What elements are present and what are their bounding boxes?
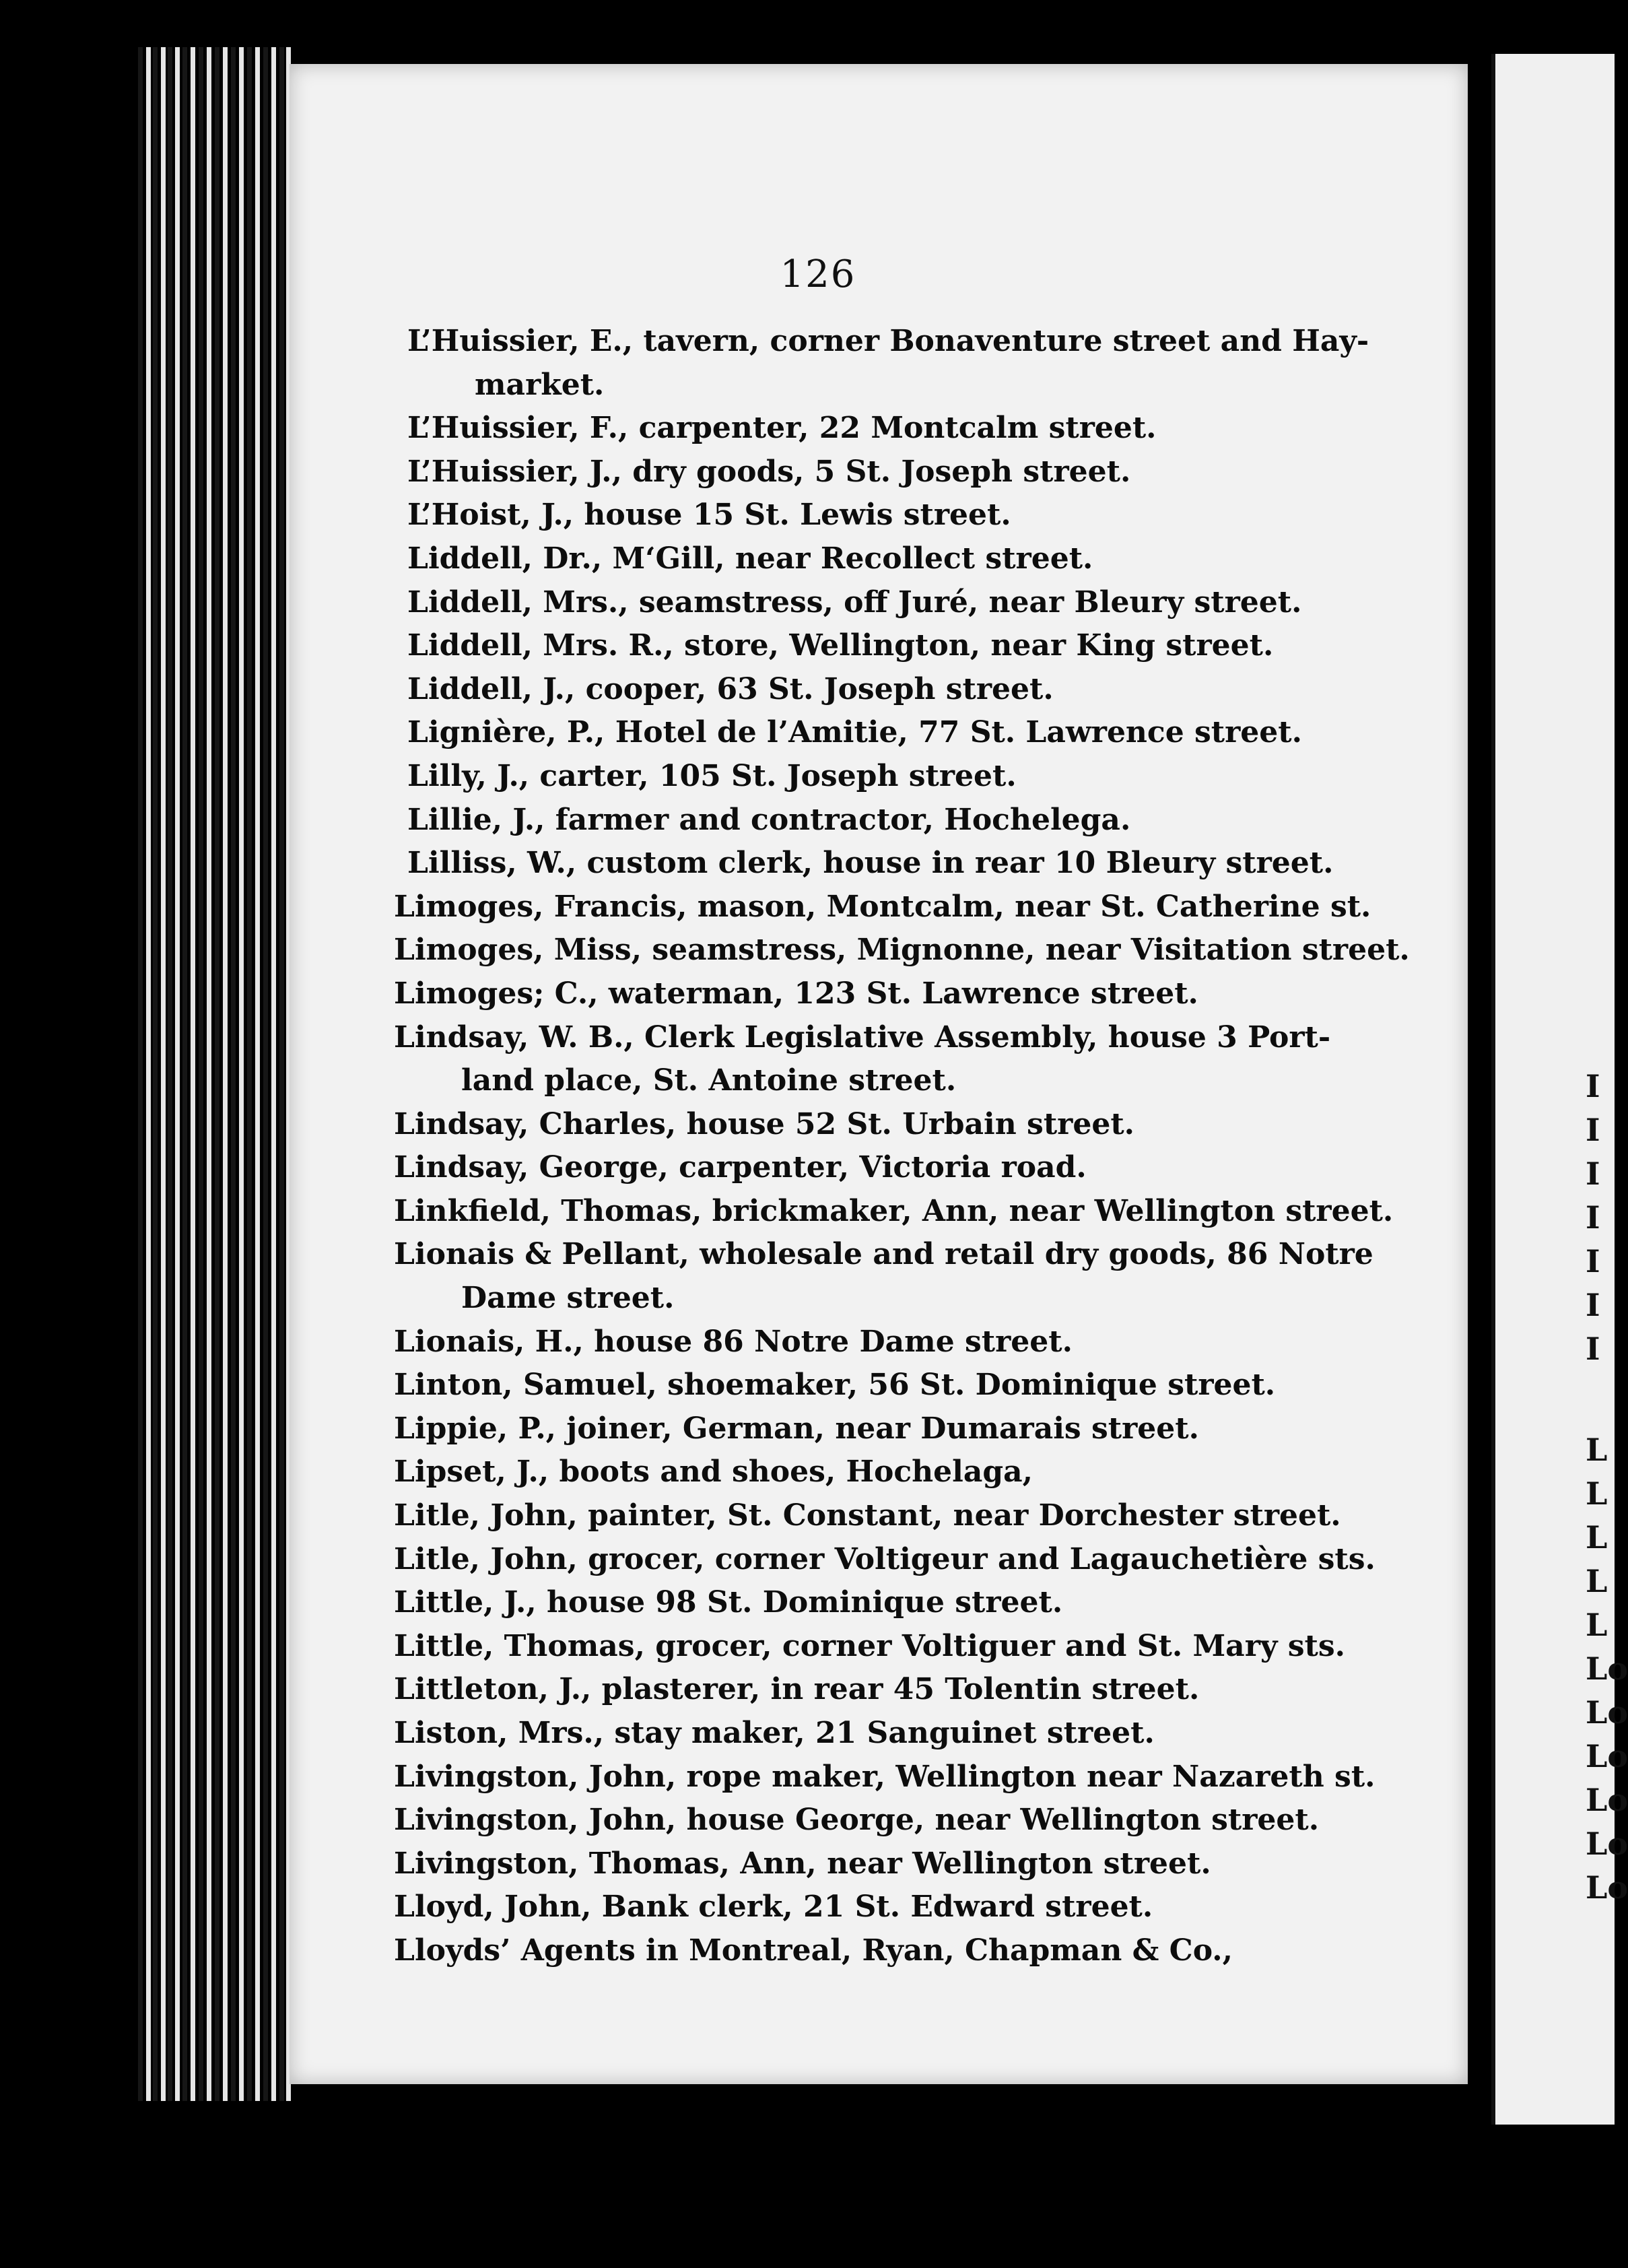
directory-entry: L’Hoist, J., house 15 St. Lewis street. xyxy=(407,498,1011,533)
facing-page-letter: Lo xyxy=(1586,1826,1628,1862)
directory-entry: L’Huissier, E., tavern, corner Bonaventure street and Hay- market. xyxy=(407,324,1369,402)
directory-entry: Lilly, J., carter, 105 St. Joseph street. xyxy=(407,758,1017,793)
facing-page-letter: L xyxy=(1586,1432,1608,1468)
facing-page-letter: Lo xyxy=(1586,1694,1628,1731)
directory-entry: Lignière, P., Hotel de l’Amitie, 77 St. Lawrence street. xyxy=(407,715,1302,750)
facing-page-letter: I xyxy=(1586,1243,1600,1279)
page-edges xyxy=(138,47,293,2101)
facing-page-letter: I xyxy=(1586,1156,1600,1192)
directory-entry: Lilliss, W., custom clerk, house in rear 10 Bleury street. xyxy=(407,846,1334,881)
directory-entry: Lillie, J., farmer and contractor, Hochelega. xyxy=(407,802,1131,837)
directory-entry: Limoges, Francis, mason, Montcalm, near St. Catherine st. xyxy=(394,889,1371,924)
directory-entry: Livingston, Thomas, Ann, near Wellington street. xyxy=(394,1846,1211,1881)
directory-entry: L’Huissier, F., carpenter, 22 Montcalm street. xyxy=(407,411,1157,446)
directory-entry: Liston, Mrs., stay maker, 21 Sanguinet street. xyxy=(394,1716,1155,1750)
directory-entry: Lionais, H., house 86 Notre Dame street. xyxy=(394,1324,1073,1359)
page-number: 126 xyxy=(780,253,856,296)
facing-page-letter: I xyxy=(1586,1199,1600,1236)
facing-page-letter: L xyxy=(1586,1475,1608,1512)
directory-entry: Livingston, John, rope maker, Wellington near Nazareth st. xyxy=(394,1759,1376,1794)
directory-entry: Lindsay, Charles, house 52 St. Urbain street. xyxy=(394,1106,1134,1141)
directory-entry: Limoges; C., waterman, 123 St. Lawrence street. xyxy=(394,976,1198,1011)
directory-entry: Linton, Samuel, shoemaker, 56 St. Dominique street. xyxy=(394,1368,1276,1403)
facing-page-letter: Lo xyxy=(1586,1782,1628,1818)
directory-entry: Linkfield, Thomas, brickmaker, Ann, near Wellington street. xyxy=(394,1193,1394,1228)
facing-page-letter: I xyxy=(1586,1331,1600,1367)
directory-entry: Liddell, Mrs. R., store, Wellington, near King street. xyxy=(407,628,1274,663)
directory-entry: Liddell, Mrs., seamstress, off Juré, near Bleury street. xyxy=(407,585,1302,620)
directory-entry: Limoges, Miss, seamstress, Mignonne, near Visitation street. xyxy=(394,933,1410,968)
directory-entry: Lippie, P., joiner, German, near Dumarais street. xyxy=(394,1411,1199,1446)
facing-page-letter: I xyxy=(1586,1068,1600,1104)
facing-page-letter: L xyxy=(1586,1563,1608,1599)
directory-entry: Litle, John, painter, St. Constant, near Dorchester street. xyxy=(394,1498,1341,1533)
directory-entry: L’Huissier, J., dry goods, 5 St. Joseph street. xyxy=(407,454,1131,489)
directory-entry: Little, Thomas, grocer, corner Voltiguer and St. Mary sts. xyxy=(394,1628,1345,1663)
directory-entry: Lloyd, John, Bank clerk, 21 St. Edward street. xyxy=(394,1890,1153,1925)
directory-entry: Litle, John, grocer, corner Voltigeur and Lagauchetière sts. xyxy=(394,1541,1376,1576)
facing-page-letter: I xyxy=(1586,1287,1600,1323)
directory-entry: Lindsay, W. B., Clerk Legislative Assembly, house 3 Port- land place, St. Antoine street. xyxy=(394,1020,1331,1098)
directory-entry: Lipset, J., boots and shoes, Hochelaga, xyxy=(394,1455,1033,1490)
facing-page-letter: I xyxy=(1586,1112,1600,1148)
facing-page-letter: Lo xyxy=(1586,1650,1628,1687)
facing-page-letter: L xyxy=(1586,1519,1608,1556)
directory-entry: Little, J., house 98 St. Dominique street. xyxy=(394,1585,1063,1620)
directory-entry: Littleton, J., plasterer, in rear 45 Tolentin street. xyxy=(394,1672,1200,1707)
facing-page-letter: L xyxy=(1586,1607,1608,1643)
directory-entry: Liddell, J., cooper, 63 St. Joseph street. xyxy=(407,671,1054,706)
directory-page xyxy=(290,64,1468,2084)
directory-entries xyxy=(394,320,1431,1973)
directory-entry: Lloyds’ Agents in Montreal, Ryan, Chapman & Co., xyxy=(394,1933,1233,1968)
directory-entry: Lindsay, George, carpenter, Victoria road. xyxy=(394,1150,1087,1185)
directory-entry: Liddell, Dr., M‘Gill, near Recollect street. xyxy=(407,541,1093,576)
directory-entry: Lionais & Pellant, wholesale and retail dry goods, 86 Notre Dame street. xyxy=(394,1237,1373,1316)
directory-entry: Livingston, John, house George, near Wellington street. xyxy=(394,1803,1320,1838)
facing-page-letter: Lo xyxy=(1586,1738,1628,1774)
facing-page-letter: Lo xyxy=(1586,1869,1628,1906)
